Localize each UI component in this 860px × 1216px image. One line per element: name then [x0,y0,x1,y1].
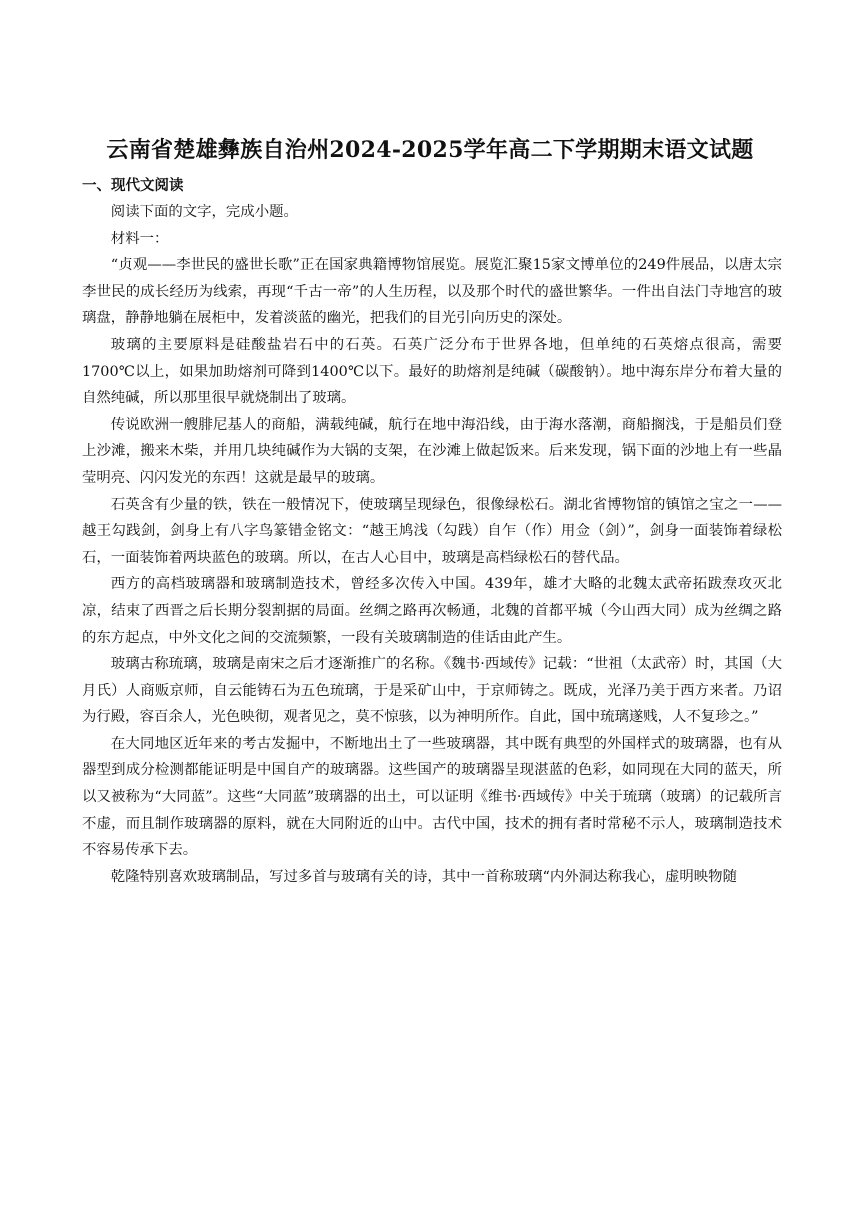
page-title: 云南省楚雄彝族自治州2024-2025学年高二下学期期末语文试题 [106,137,754,163]
body-paragraph: 西方的高档玻璃器和玻璃制造技术，曾经多次传入中国。439年，雄才大略的北魏太武帝拓跋焘攻灭北凉，结束了西晋之后长期分裂割据的局面。丝绸之路再次畅通，北魏的首都平城（今山西大同）成为丝绸之路的东方起点，中外文化之间的交流频繁，一段有关玻璃制造的佳话由此产生。 [82,576,782,646]
body-paragraph: 传说欧洲一艘腓尼基人的商船，满载纯碱，航行在地中海沿线，由于海水落潮，商船搁浅，于是船员们登上沙滩，搬来木柴，并用几块纯碱作为大锅的支架，在沙滩上做起饭来。后来发现，锅下面的沙地上有一些晶莹明亮、闪闪发光的东西！这就是最早的玻璃。 [82,416,782,486]
body-paragraph: 石英含有少量的铁，铁在一般情况下，使玻璃呈现绿色，很像绿松石。湖北省博物馆的镇馆之宝之一——越王勾践剑，剑身上有八字鸟篆错金铭文：“越王鸠浅（勾践）自乍（作）用佥（剑）”，剑身一面装饰着绿松石，一面装饰着两块蓝色的玻璃。所以，在古人心目中，玻璃是高档绿松石的替代品。 [82,496,782,566]
body-paragraph: 玻璃的主要原料是硅酸盐岩石中的石英。石英广泛分布于世界各地，但单纯的石英熔点很高，需要1700℃以上，如果加助熔剂可降到1400℃以下。最好的助熔剂是纯碱（碳酸钠）。地中海东岸分布着大量的自然纯碱，所以那里很早就烧制出了玻璃。 [82,336,782,407]
instruction-paragraph: 阅读下面的文字，完成小题。 [110,204,298,220]
body-paragraph: 在大同地区近年来的考古发掘中，不断地出土了一些玻璃器，其中既有典型的外国样式的玻璃器，也有从器型到成分检测都能证明是中国自产的玻璃器。这些国产的玻璃器呈现湛蓝的色彩，如同现在大同的蓝天，所以又被称为“大同蓝”。这些“大同蓝”玻璃器的出土，可以证明《维书·西域传》中关于琉璃（玻璃）的记载所言不虚，而且制作玻璃器的原料，就在大同附近的山中。古代中国，技术的拥有者时常秘不示人，玻璃制造技术不容易传承下去。 [82,735,782,859]
section-heading: 一、现代文阅读 [82,178,184,194]
body-paragraph: 乾隆特别喜欢玻璃制品，写过多首与玻璃有关的诗，其中一首称玻璃“内外洞达称我心，虚明映物随 [110,868,737,885]
material-label: 材料一： [110,230,169,247]
reading-passage [82,199,782,890]
body-paragraph: 玻璃古称琉璃，玻璃是南宋之后才逐渐推广的名称。《魏书·西域传》记载：“世祖（太武帝）时，其国（大月氏）人商贩京师，自云能铸石为五色琉璃，于是采矿山中，于京师铸之。既成，光泽乃美于西方来者。乃诏为行殿，容百余人，光色映彻，观者见之，莫不惊骇，以为神明所作。自此，国中琉璃遂贱，人不复珍之。” [82,656,782,726]
body-paragraph: “贞观——李世民的盛世长歌”正在国家典籍博物馆展览。展览汇聚15家文博单位的249件展品，以唐太宗李世民的成长经历为线索，再现“千古一帝”的人生历程，以及那个时代的盛世繁华。一件出自法门寺地宫的玻璃盘，静静地躺在展柜中，发着淡蓝的幽光，把我们的目光引向历史的深处。 [82,257,782,327]
